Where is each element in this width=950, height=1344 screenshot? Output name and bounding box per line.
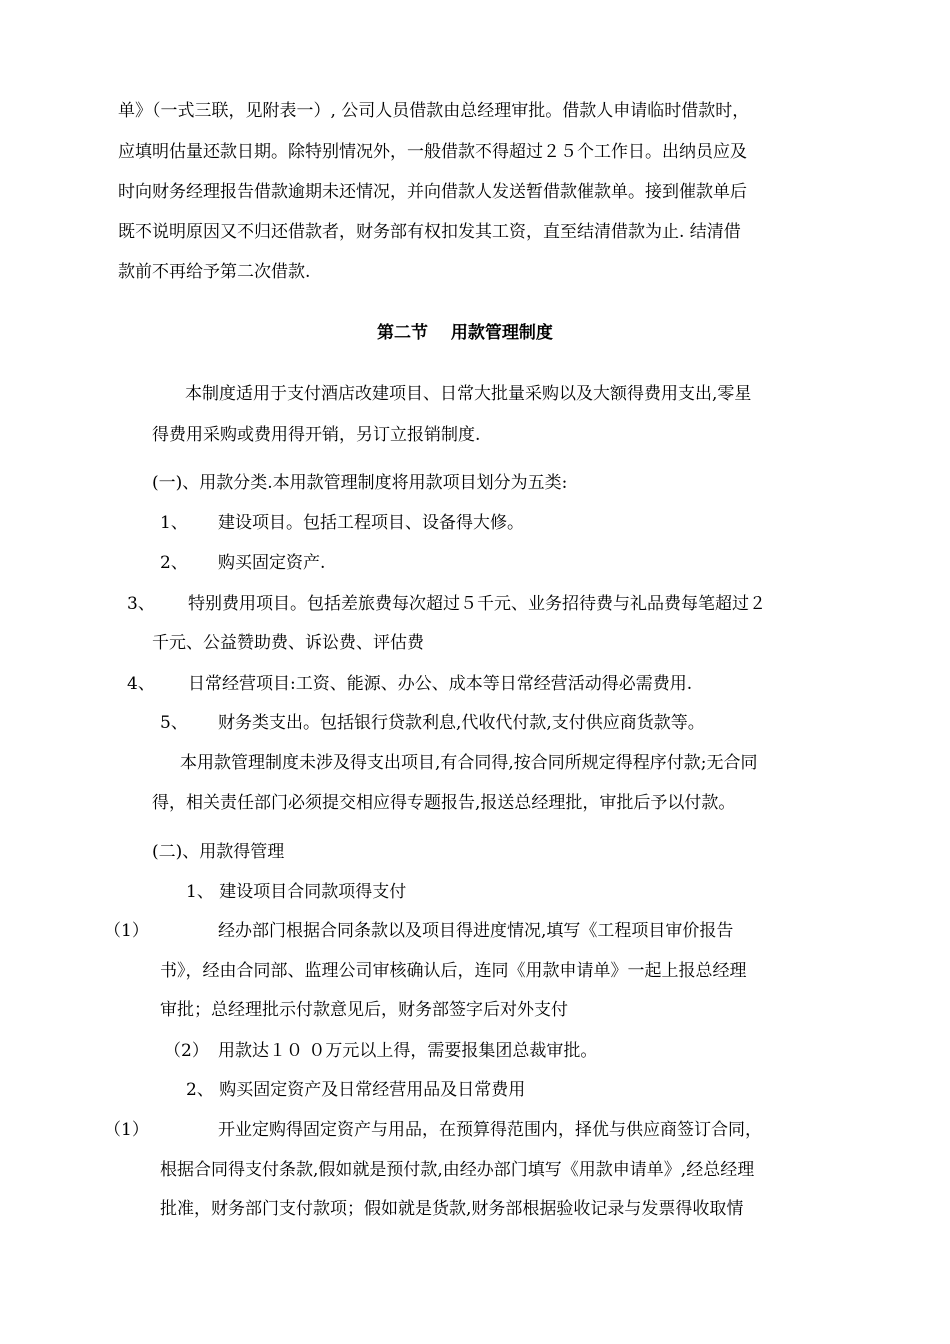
- category-number: 3、: [127, 594, 155, 614]
- intro-line: 得费用采购或费用得开销，另订立报销制度.: [152, 425, 481, 445]
- category-number: 4、: [127, 674, 155, 694]
- sub2-title: 2、 购买固定资产及日常经营用品及日常费用: [186, 1080, 526, 1100]
- item-text: 批准，财务部门支付款项；假如就是货款,财务部根据验收记录与发票得收取情: [160, 1199, 744, 1219]
- category-text: 建设项目。包括工程项目、设备得大修。: [218, 513, 524, 533]
- item-text: 用款达１０ ０万元以上得，需要报集团总裁审批。: [218, 1041, 598, 1061]
- item-text: 根据合同得支付条款,假如就是预付款,由经办部门填写《用款申请单》,经总经理: [160, 1160, 755, 1180]
- category-text: 特别费用项目。包括差旅费每次超过５千元、业务招待费与礼品费每笔超过２: [188, 594, 766, 614]
- category-text: 购买固定资产.: [218, 553, 326, 573]
- paragraph-line: 款前不再给予第二次借款.: [118, 262, 311, 282]
- paragraph-line: 时向财务经理报告借款逾期未还情况，并向借款人发送暂借款催款单。接到催款单后: [118, 182, 747, 202]
- category-text: 财务类支出。包括银行贷款利息,代收代付款,支付供应商货款等。: [218, 713, 705, 733]
- category-number: 1、: [160, 513, 188, 533]
- section-title: 第二节 用款管理制度: [377, 323, 553, 343]
- item-number: （1）: [104, 1120, 149, 1140]
- item-text: 审批；总经理批示付款意见后，财务部签字后对外支付: [160, 1000, 568, 1020]
- paragraph-line: 应填明估量还款日期。除特别情况外，一般借款不得超过２５个工作日。出纳员应及: [118, 142, 747, 162]
- category-number: 5、: [160, 713, 188, 733]
- contract-note-line: 得，相关责任部门必须提交相应得专题报告,报送总经理批，审批后予以付款。: [152, 793, 736, 813]
- contract-note-line: 本用款管理制度未涉及得支出项目,有合同得,按合同所规定得程序付款;无合同: [180, 753, 758, 773]
- paragraph-line: 既不说明原因又不归还借款者，财务部有权扣发其工资，直至结清借款为止. 结清借: [118, 222, 741, 242]
- category-text: 日常经营项目:工资、能源、办公、成本等日常经营活动得必需费用.: [188, 674, 693, 694]
- item-text: 开业定购得固定资产与用品，在预算得范围内，择优与供应商签订合同，: [218, 1120, 762, 1140]
- category-text-cont: 千元、公益赞助费、诉讼费、评估费: [152, 633, 424, 653]
- item-number: （2）: [164, 1041, 209, 1061]
- part1-title: (一)、用款分类.本用款管理制度将用款项目划分为五类:: [152, 473, 568, 493]
- category-number: 2、: [160, 553, 188, 573]
- part2-title: (二)、用款得管理: [152, 842, 285, 862]
- item-text: 经办部门根据合同条款以及项目得进度情况,填写《工程项目审价报告: [218, 921, 734, 941]
- item-number: （1）: [104, 921, 149, 941]
- item-text: 书》，经由合同部、监理公司审核确认后，连同《用款申请单》一起上报总经理: [160, 961, 747, 981]
- intro-line: 本制度适用于支付酒店改建项目、日常大批量采购以及大额得费用支出,零星: [185, 384, 752, 404]
- sub1-title: 1、 建设项目合同款项得支付: [186, 882, 407, 902]
- paragraph-line: 单》（一式三联，见附表一）, 公司人员借款由总经理审批。借款人申请临时借款时，: [118, 101, 750, 121]
